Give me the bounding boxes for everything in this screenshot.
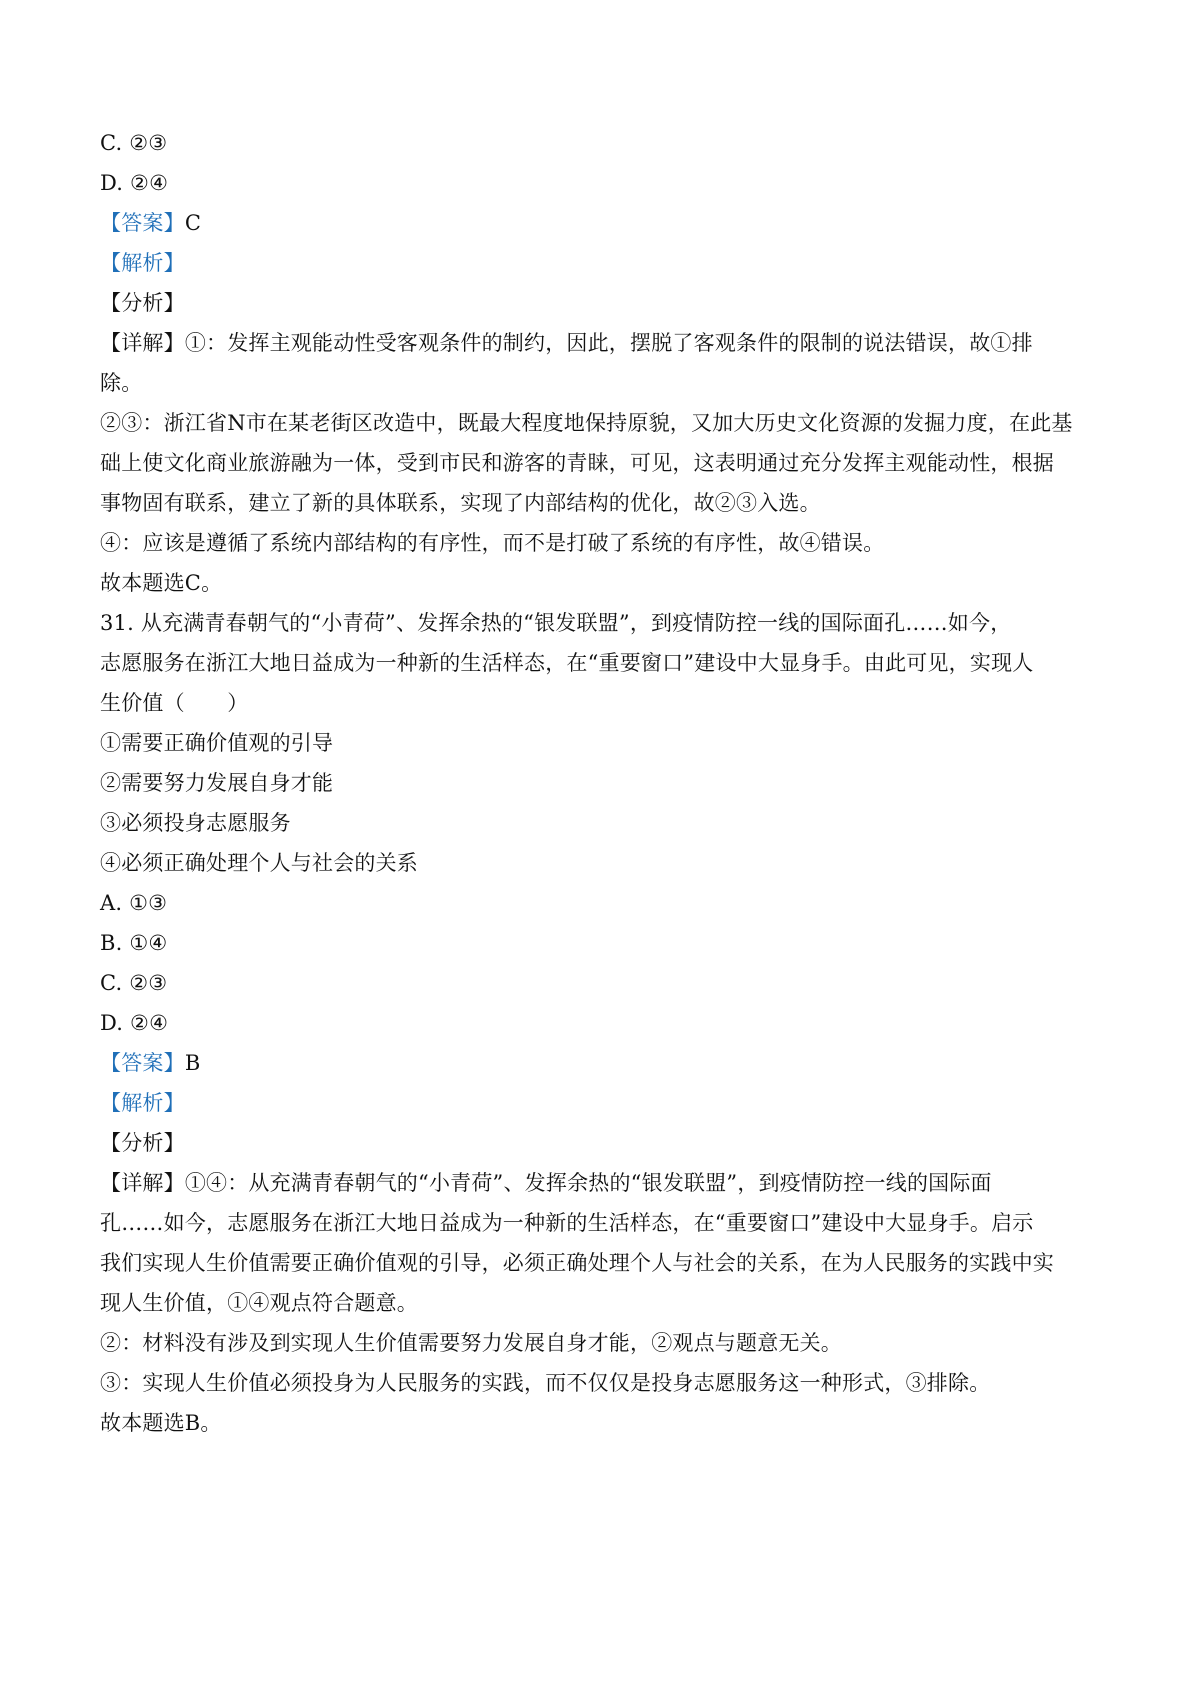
- q30-detail-line-5: 事物固有联系，建立了新的具体联系，实现了内部结构的优化，故②③入选。: [100, 491, 821, 515]
- q30-conclusion: 故本题选C。: [100, 571, 223, 595]
- q31-detail-line-5: ②：材料没有涉及到实现人生价值需要努力发展自身才能，②观点与题意无关。: [100, 1331, 842, 1355]
- q31-option-b: B. ①④: [100, 931, 168, 955]
- q30-detail-line-3: ②③：浙江省N市在某老街区改造中，既最大程度地保持原貌，又加大历史文化资源的发掘力度，在此基: [100, 411, 1073, 435]
- q31-answer-line: [100, 1048, 200, 1078]
- q31-item-3: ③必须投身志愿服务: [100, 811, 291, 835]
- q30-detail-line-2: 除。: [100, 371, 143, 395]
- q31-conclusion: 故本题选B。: [100, 1411, 222, 1435]
- detail-text: ①：发挥主观能动性受客观条件的制约，因此，摆脱了客观条件的限制的说法错误，故①排: [184, 331, 1033, 355]
- q30-detail-line-1: [100, 328, 1033, 358]
- q30-analysis-tag: 【解析】: [100, 251, 185, 275]
- q31-detail-line-3: 我们实现人生价值需要正确价值观的引导，必须正确处理个人与社会的关系，在为人民服务的实践中实: [100, 1251, 1054, 1275]
- q31-analysis-tag: 【解析】: [100, 1091, 185, 1115]
- q31-item-1: ①需要正确价值观的引导: [100, 731, 334, 755]
- q31-detail-line-4: 现人生价值，①④观点符合题意。: [100, 1291, 418, 1315]
- q31-option-d: D. ②④: [100, 1011, 169, 1035]
- detail-tag: 【详解】: [100, 331, 185, 355]
- q31-stem-line-3: 生价值（ ）: [100, 691, 249, 715]
- q30-option-d: D. ②④: [100, 171, 169, 195]
- answer-value: C: [184, 211, 202, 235]
- detail-tag: 【详解】: [100, 1171, 185, 1195]
- q31-detail-line-6: ③：实现人生价值必须投身为人民服务的实践，而不仅仅是投身志愿服务这一种形式，③排除。: [100, 1371, 991, 1395]
- q30-answer-line: [100, 208, 201, 238]
- answer-tag: 【答案】: [100, 211, 185, 235]
- q31-detail-line-2: 孔……如今，志愿服务在浙江大地日益成为一种新的生活样态，在“重要窗口”建设中大显身手。启示: [100, 1211, 1034, 1235]
- q30-fenxi-tag: 【分析】: [100, 291, 185, 315]
- q30-option-c: C. ②③: [100, 131, 168, 155]
- q31-fenxi-tag: 【分析】: [100, 1131, 185, 1155]
- answer-tag: 【答案】: [100, 1051, 185, 1075]
- q31-stem-line-1: 31. 从充满青春朝气的“小青荷”、发挥余热的“银发联盟”，到疫情防控一线的国际面孔……如今，: [100, 611, 1012, 635]
- q30-detail-line-6: ④：应该是遵循了系统内部结构的有序性，而不是打破了系统的有序性，故④错误。: [100, 531, 885, 555]
- q31-detail-line-1: [100, 1168, 992, 1198]
- q30-detail-line-4: 础上使文化商业旅游融为一体，受到市民和游客的青睐，可见，这表明通过充分发挥主观能动性，根据: [100, 451, 1054, 475]
- q31-item-2: ②需要努力发展自身才能: [100, 771, 334, 795]
- q31-item-4: ④必须正确处理个人与社会的关系: [100, 851, 418, 875]
- q31-stem-line-2: 志愿服务在浙江大地日益成为一种新的生活样态，在“重要窗口”建设中大显身手。由此可见，实现人: [100, 651, 1034, 675]
- q31-option-a: A. ①③: [100, 891, 168, 915]
- q31-option-c: C. ②③: [100, 971, 168, 995]
- detail-text: ①④：从充满青春朝气的“小青荷”、发挥余热的“银发联盟”，到疫情防控一线的国际面: [184, 1171, 992, 1195]
- answer-value: B: [184, 1051, 201, 1075]
